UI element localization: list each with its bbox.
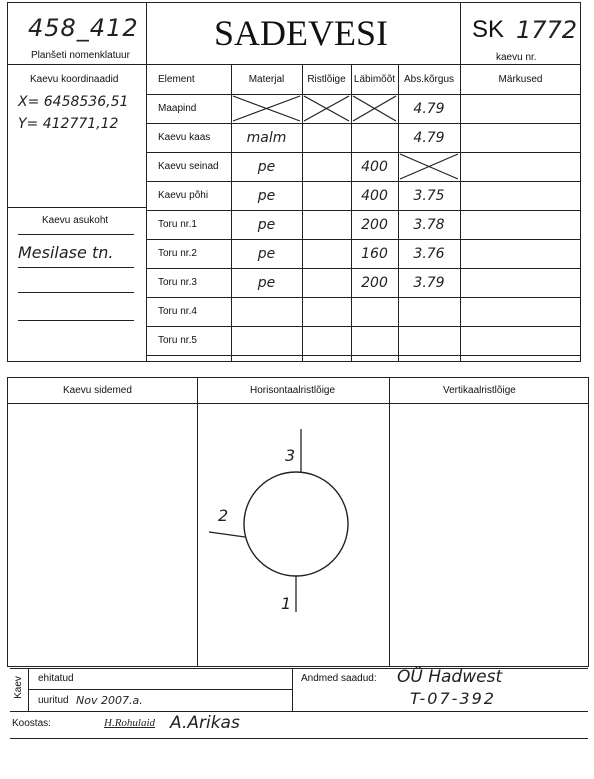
footer-line-2 xyxy=(28,689,292,690)
table-cell-material xyxy=(231,326,302,355)
vertikaal-heading: Vertikaalristlõige xyxy=(443,385,516,396)
table-cell-diameter: 200 xyxy=(361,216,388,233)
table-cell-material: pe xyxy=(257,216,276,233)
pipe-label-2: 2 xyxy=(218,506,229,525)
coordinate-y: Y= 412771,12 xyxy=(18,116,119,132)
nomenclature-value: 458_412 xyxy=(28,14,139,42)
andmed-value-1: OÜ Hadwest xyxy=(397,667,503,687)
table-cell-element: Kaevu põhi xyxy=(158,190,209,201)
footer-line-3 xyxy=(10,711,588,712)
location-value: Mesilase tn. xyxy=(18,243,114,262)
uuritud-date: Nov 2007.a. xyxy=(76,694,143,707)
table-cell-notes xyxy=(460,181,581,210)
table-cell-abs-height: 3.79 xyxy=(413,274,445,291)
location-line-3 xyxy=(18,292,134,293)
manhole-circle xyxy=(244,472,348,576)
footer-line-4 xyxy=(10,738,588,739)
horisontaal-heading: Horisontaalristlõige xyxy=(250,385,336,396)
table-header-diameter: Läbimõõt xyxy=(353,74,396,85)
table-cell-abs-height xyxy=(398,297,460,326)
table-cell-element: Toru nr.4 xyxy=(158,306,197,317)
coordinates-label: Kaevu koordinaadid xyxy=(30,74,119,85)
table-cell-notes xyxy=(460,297,581,326)
table-cell-element: Kaevu kaas xyxy=(158,132,211,143)
table-cell-material: malm xyxy=(246,129,287,146)
table-cell-element: Toru nr.5 xyxy=(158,335,197,346)
table-cell-notes xyxy=(460,326,581,355)
table-cell-material: pe xyxy=(257,187,276,204)
pipe-label-1: 1 xyxy=(281,594,292,613)
table-cell-diameter: 400 xyxy=(361,158,388,175)
table-cell-diameter xyxy=(351,123,398,152)
cross-out-mark xyxy=(231,94,302,123)
table-cell-cross-section xyxy=(302,123,351,152)
table-cell-diameter xyxy=(351,297,398,326)
table-header-notes: Märkused xyxy=(498,74,543,85)
table-cell-element: Kaevu seinad xyxy=(158,161,219,172)
coordinate-x: X= 6458536,51 xyxy=(18,94,129,110)
koostas-signature: A.Arikas xyxy=(170,713,240,733)
table-cell-abs-height xyxy=(398,326,460,355)
table-cell-cross-section xyxy=(302,152,351,181)
koostas-label: Koostas: xyxy=(12,718,51,729)
uuritud-label: uuritud xyxy=(38,695,69,706)
koostas-stamp: H.Rohulaid xyxy=(104,717,156,729)
sk-number: 1772 xyxy=(516,16,578,44)
table-cell-cross-section xyxy=(302,297,351,326)
table-cell-material: pe xyxy=(257,274,276,291)
table-cell-notes xyxy=(460,239,581,268)
table-cell-element: Maapind xyxy=(158,103,197,114)
nomenclature-label: Planšeti nomenklatuur xyxy=(31,50,130,61)
table-cell-notes xyxy=(460,123,581,152)
table-cell-cross-section xyxy=(302,326,351,355)
table-cell-element: Toru nr.3 xyxy=(158,277,197,288)
header-divider-2 xyxy=(460,2,461,64)
left-col-divider xyxy=(7,207,146,208)
location-line-1 xyxy=(18,234,134,235)
table-cell-abs-height: 4.79 xyxy=(413,100,445,117)
table-cell-notes xyxy=(460,268,581,297)
location-line-2 xyxy=(18,267,134,268)
table-cell-cross-section xyxy=(302,181,351,210)
table-row-line xyxy=(146,355,581,356)
table-cell-diameter xyxy=(351,326,398,355)
table-header-abs-height: Abs.kõrgus xyxy=(403,74,455,85)
table-header-element: Element xyxy=(158,74,195,85)
table-cell-material xyxy=(231,297,302,326)
table-cell-cross-section xyxy=(302,239,351,268)
table-cell-diameter: 160 xyxy=(361,245,388,262)
andmed-label: Andmed saadud: xyxy=(301,673,377,684)
table-cell-notes xyxy=(460,210,581,239)
table-cell-cross-section xyxy=(302,210,351,239)
pipe-label-3: 3 xyxy=(285,446,296,465)
table-cell-abs-height: 3.75 xyxy=(413,187,445,204)
andmed-value-2: T-07-392 xyxy=(410,689,496,708)
ehitatud-label: ehitatud xyxy=(38,673,74,684)
table-cell-notes xyxy=(460,152,581,181)
cross-section-divider-2 xyxy=(389,377,390,667)
table-cell-diameter: 400 xyxy=(361,187,388,204)
table-cell-material: pe xyxy=(257,158,276,175)
table-cell-abs-height: 3.76 xyxy=(413,245,445,262)
sk-label: kaevu nr. xyxy=(496,52,537,63)
horizontal-section-drawing xyxy=(197,404,389,666)
footer-side-label: Kaev xyxy=(12,676,24,699)
page-title: SADEVESI xyxy=(214,13,389,53)
cross-out-mark xyxy=(302,94,351,123)
location-line-4 xyxy=(18,320,134,321)
table-cell-abs-height: 3.78 xyxy=(413,216,445,233)
table-cell-abs-height: 4.79 xyxy=(413,129,445,146)
table-cell-notes xyxy=(460,94,581,123)
table-cell-element: Toru nr.1 xyxy=(158,219,197,230)
location-label: Kaevu asukoht xyxy=(42,215,109,226)
cross-out-mark xyxy=(351,94,398,123)
pipe-2-line xyxy=(209,532,245,537)
table-cell-diameter: 200 xyxy=(361,274,388,291)
table-cell-element: Toru nr.2 xyxy=(158,248,197,259)
footer-andmed-divider xyxy=(292,668,293,711)
sk-prefix: SK xyxy=(472,16,505,43)
table-header-material: Materjal xyxy=(248,74,285,85)
kaevu-sidemed-heading: Kaevu sidemed xyxy=(63,385,132,396)
table-header-cross-section: Ristlõige xyxy=(307,74,346,85)
table-cell-material: pe xyxy=(257,245,276,262)
cross-out-mark xyxy=(398,152,460,181)
table-cell-cross-section xyxy=(302,268,351,297)
